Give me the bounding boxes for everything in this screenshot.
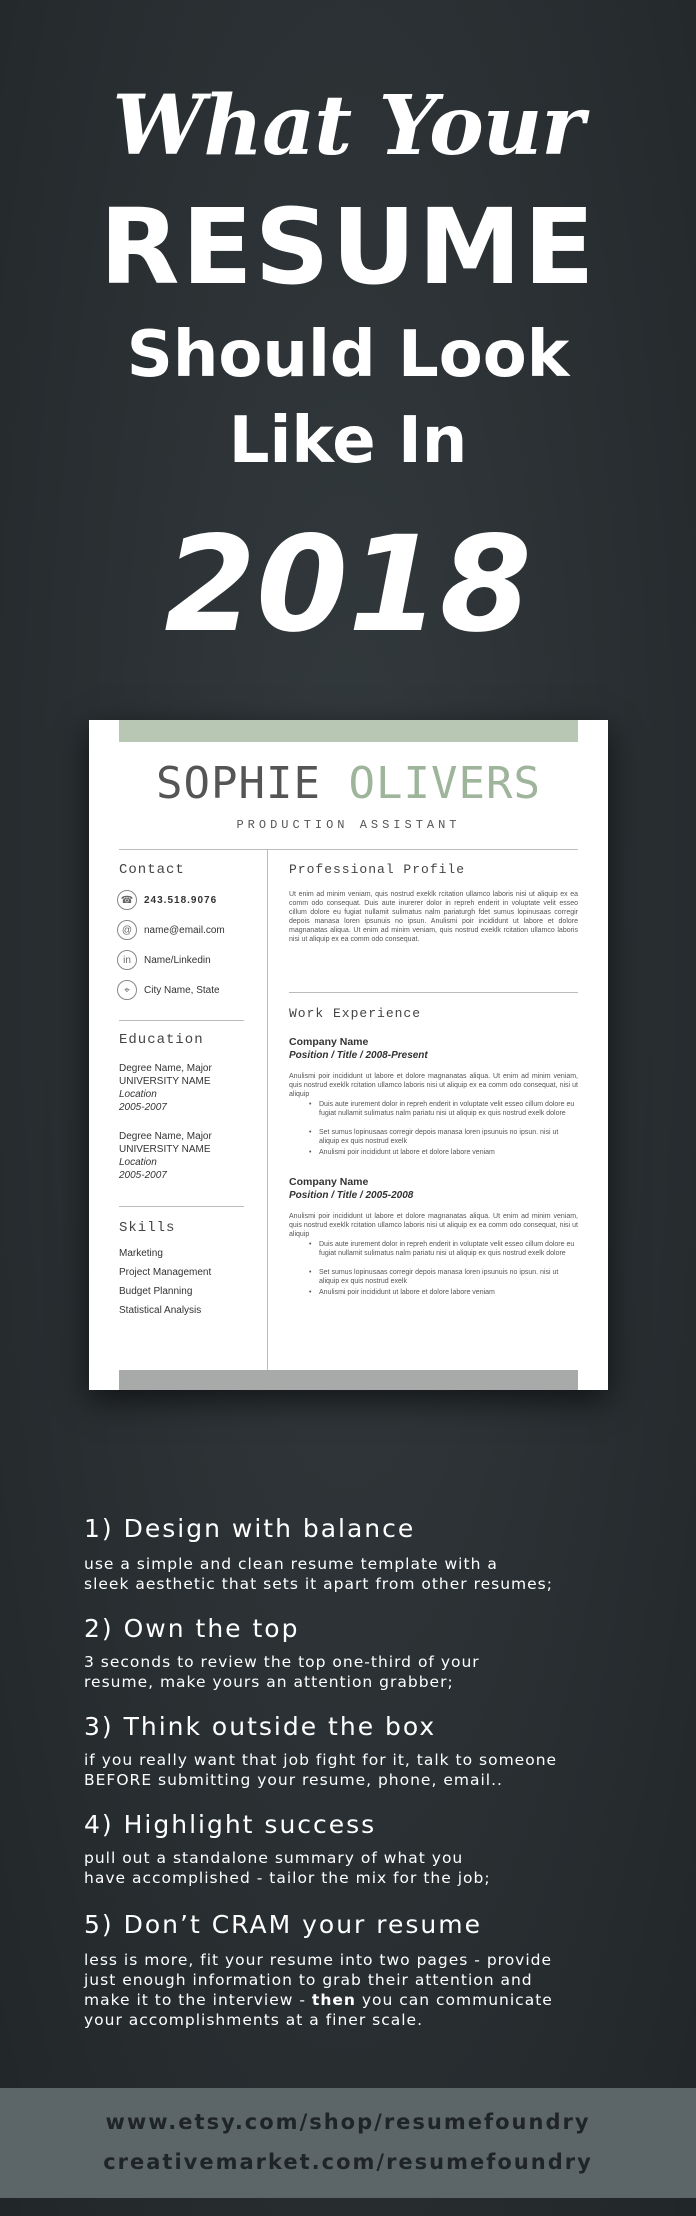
headline-line-4: Like In bbox=[228, 404, 468, 478]
tip-2-line: resume, make yours an attention grabber; bbox=[84, 1673, 454, 1691]
resume-name bbox=[89, 758, 608, 809]
tip-3-body bbox=[84, 1750, 664, 1790]
job-bullet: • Set sumus lopinusaas corregir depois manasa loren ipsunuis no ipsun. nisi ut aliquip ex quis nostrud exelk bbox=[311, 1128, 578, 1146]
headline-line-3: Should Look bbox=[126, 318, 570, 392]
edu-school: UNIVERSITY NAME bbox=[119, 1076, 211, 1087]
tip-5-line: less is more, fit your resume into two pages - provide bbox=[84, 1951, 553, 1969]
at-icon: @ bbox=[117, 920, 137, 940]
profile-text: Ut enim ad minim veniam, quis nostrud exeklk rcitation ullamco laboris nisi ut aliquip ex ea comm odo consequat. Duis aute inurerer dolor in repreh enderit in voluptate velit esseo cillum dolore eu fugiat nullamit sulimatus nalm pariaturgh fdet sumus lopinusaas corregir depois manasa loren ipsunuis no ipsun. Anulismi poir incididunt ut labore et dolore magnanatas aliqua. Ut enim ad minim veniam, quis nostrud exeklk rcitation ullamco laboris nisi ut aliquip ex ea comm odo consequat. bbox=[289, 891, 578, 943]
job-company: Company Name bbox=[289, 1036, 369, 1048]
contact-email bbox=[117, 920, 225, 940]
footer-banner bbox=[0, 2088, 696, 2198]
job-bullet: • Duis aute irurement dolor in repreh enderit in voluptate velit esseo cillum dolore eu fugiat nullamit sulimatus nalm pariatu nisi ut aliquip ex quis nostrud exelk dolore bbox=[311, 1240, 578, 1258]
resume-bottom-bar bbox=[119, 1370, 578, 1390]
profile-heading: Professional Profile bbox=[289, 862, 466, 877]
skills-heading: Skills bbox=[119, 1220, 176, 1236]
job-bullet: • Duis aute irurement dolor in repreh enderit in voluptate velit esseo cillum dolore eu fugiat nullamit sulimatus nalm pariatu nisi ut aliquip ex quis nostrud exelk dolore bbox=[311, 1100, 578, 1118]
contact-linkedin bbox=[117, 950, 211, 970]
edu-school: UNIVERSITY NAME bbox=[119, 1144, 211, 1155]
resume-top-bar bbox=[119, 720, 578, 742]
contact-email-text: name@email.com bbox=[144, 924, 225, 936]
tip-2-title: 2) Own the top bbox=[84, 1614, 300, 1643]
tip-5-line bbox=[84, 1990, 664, 2010]
tip-5-line: just enough information to grab their attention and bbox=[84, 1971, 533, 1989]
job-bullet: • Set sumus lopinusaas corregir depois manasa loren ipsunuis no ipsun. nisi ut aliquip ex quis nostrud exelk bbox=[311, 1268, 578, 1286]
headline-year: 2018 bbox=[164, 508, 532, 662]
tip-5-body bbox=[84, 1950, 664, 2030]
tip-4-line: pull out a standalone summary of what you bbox=[84, 1849, 464, 1867]
footer-creativemarket-link[interactable]: creativemarket.com/resumefoundry bbox=[103, 2150, 593, 2174]
education-entry bbox=[119, 1130, 212, 1182]
edu-degree: Degree Name, Major bbox=[119, 1063, 212, 1074]
resume-first-name: SOPHIE bbox=[156, 758, 321, 809]
job-bullet: • Anulismi poir incididunt ut labore et dolore labore veniam bbox=[311, 1148, 578, 1157]
contact-heading: Contact bbox=[119, 862, 185, 878]
main-divider bbox=[289, 992, 578, 993]
education-entry bbox=[119, 1062, 212, 1114]
tip-2-line: 3 seconds to review the top one-third of your bbox=[84, 1653, 480, 1671]
sidebar-divider bbox=[119, 1206, 244, 1207]
resume-template-preview bbox=[89, 720, 608, 1390]
sidebar-divider bbox=[119, 1020, 244, 1021]
skill-item: Statistical Analysis bbox=[119, 1305, 202, 1316]
tip-4-title: 4) Highlight success bbox=[84, 1810, 377, 1839]
contact-location bbox=[117, 980, 220, 1000]
footer-etsy-link[interactable]: www.etsy.com/shop/resumefoundry bbox=[105, 2110, 591, 2134]
tip-4-body bbox=[84, 1848, 664, 1888]
location-icon: ⌖ bbox=[117, 980, 137, 1000]
contact-location-text: City Name, State bbox=[144, 984, 220, 996]
tip-4-line: have accomplished - tailor the mix for the job; bbox=[84, 1869, 491, 1887]
job-summary: Anulismi poir incididunt ut labore et dolore magnanatas aliqua. Ut enim ad minim veniam, quis nostrud exeklk rcitation ullamco laboris nisi ut aliquip ex ea comm odo consequat, nisi ut aliquip bbox=[289, 1073, 578, 1098]
tip-1-line: use a simple and clean resume template with a bbox=[84, 1555, 498, 1573]
edu-degree: Degree Name, Major bbox=[119, 1131, 212, 1142]
job-bullet: • Anulismi poir incididunt ut labore et dolore labore veniam bbox=[311, 1288, 578, 1297]
job-position: Position / Title / 2008-Present bbox=[289, 1050, 428, 1061]
edu-location: Location bbox=[119, 1089, 157, 1100]
contact-phone bbox=[117, 890, 217, 910]
tip-2-body bbox=[84, 1652, 664, 1692]
tip-5-line: your accomplishments at a finer scale. bbox=[84, 2011, 424, 2029]
tip-3-line: if you really want that job fight for it, talk to someone bbox=[84, 1751, 558, 1769]
tip-1-line: sleek aesthetic that sets it apart from other resumes; bbox=[84, 1575, 553, 1593]
job-company: Company Name bbox=[289, 1176, 369, 1188]
tip-1-body bbox=[84, 1554, 664, 1594]
tip-3-line: BEFORE submitting your resume, phone, email.. bbox=[84, 1771, 503, 1789]
skill-item: Budget Planning bbox=[119, 1286, 193, 1297]
tip-5-text: make it to the interview - bbox=[84, 1991, 312, 2009]
contact-linkedin-text: Name/Linkedin bbox=[144, 954, 211, 966]
headline-resume: RESUME bbox=[99, 186, 597, 308]
skill-item: Marketing bbox=[119, 1248, 163, 1259]
resume-divider bbox=[119, 849, 578, 850]
tip-1-title: 1) Design with balance bbox=[84, 1514, 416, 1543]
phone-icon: ☎ bbox=[117, 890, 137, 910]
tip-3-title: 3) Think outside the box bbox=[84, 1712, 437, 1741]
tip-5-emphasis: then bbox=[311, 1991, 356, 2009]
edu-location: Location bbox=[119, 1157, 157, 1168]
skill-item: Project Management bbox=[119, 1267, 212, 1278]
contact-phone-text: 243.518.9076 bbox=[144, 894, 218, 906]
resume-column-divider bbox=[267, 850, 268, 1370]
tip-5-title: 5) Don’t CRAM your resume bbox=[84, 1910, 482, 1939]
tip-5-text: you can communicate bbox=[355, 1991, 553, 2009]
linkedin-icon: in bbox=[117, 950, 137, 970]
resume-last-name: OLIVERS bbox=[348, 758, 541, 809]
job-summary: Anulismi poir incididunt ut labore et dolore magnanatas aliqua. Ut enim ad minim veniam, quis nostrud exeklk rcitation ullamco laboris nisi ut aliquip ex ea comm odo consequat, nisi ut aliquip bbox=[289, 1213, 578, 1238]
resume-role: PRODUCTION ASSISTANT bbox=[236, 818, 461, 832]
job-position: Position / Title / 2005-2008 bbox=[289, 1190, 414, 1201]
edu-years: 2005-2007 bbox=[119, 1170, 167, 1181]
education-heading: Education bbox=[119, 1032, 204, 1048]
headline-line-1: What Your bbox=[112, 78, 584, 174]
work-heading: Work Experience bbox=[289, 1006, 422, 1021]
edu-years: 2005-2007 bbox=[119, 1102, 167, 1113]
